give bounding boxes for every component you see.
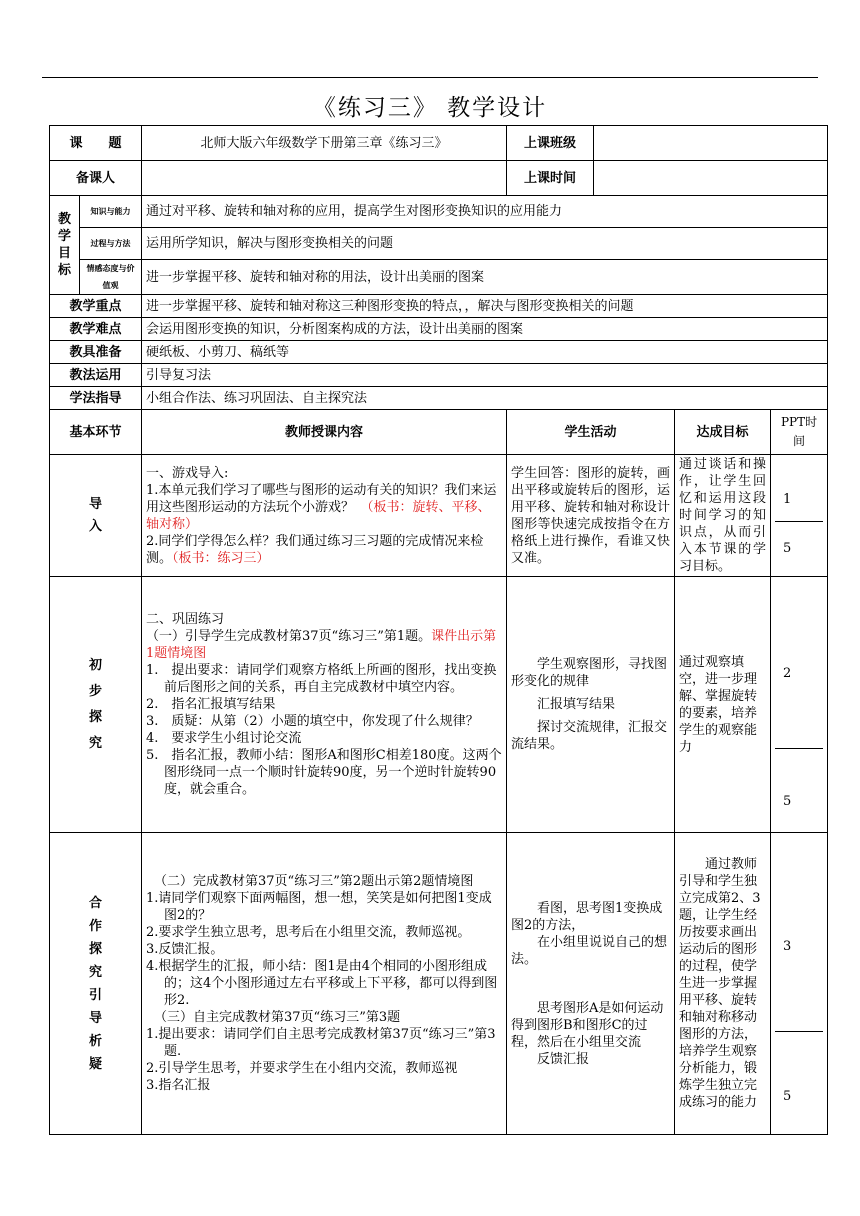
preparer-value <box>142 161 507 196</box>
list-item: 1.请同学们观察下面两幅图，想一想，笑笑是如何把图1变成图2的？ <box>146 891 492 923</box>
topic-value: 北师大版六年级数学下册第三章《练习三》 <box>142 126 507 161</box>
objective-row-2 <box>50 228 828 260</box>
field-label: 教学难点 <box>50 318 142 341</box>
stage-coop: 合作探究引导析疑 <box>50 833 142 1135</box>
column-header-row <box>50 410 828 455</box>
stage-explore: 初步探究 <box>50 577 142 833</box>
list-item: 1. 提出要求：请同学们观察方格纸上所画的图形，找出变换前后图形之间的关系，再自主完成教材中填空内容。 <box>146 663 497 695</box>
field-value: 小组合作法、练习巩固法、自主探究法 <box>142 387 828 410</box>
stage-intro: 导入 <box>50 455 142 577</box>
goal-coop: 通过教师引导和学生独立完成第2、3题，让学生经历按要求画出运动后的图形的过程，使学生进一步掌握用平移、旋转和轴对称移动图形的方法，培养学生观察分析能力，锻炼学生独立完成练习的能力 <box>675 833 771 1135</box>
goal-intro: 通过谈话和操作，让学生回忆和运用这段时间学习的知识点，从而引入本节课的学习目标。 <box>675 455 771 577</box>
class-value <box>594 126 828 161</box>
topic-label: 课 题 <box>50 126 142 161</box>
field-value: 引导复习法 <box>142 364 828 387</box>
header-student: 学生活动 <box>507 410 675 455</box>
teacher-coop: （二）完成教材第37页“练习三”第2题出示第2题情境图 1.请同学们观察下面两幅图，想一想，笑笑是如何把图1变成图2的？ 2.要求学生独立思考，思考后在小组里交流，教师巡视。 3.反馈汇报。 4.根据学生的汇报，师小结：图1是由4个相同的小图形组成的；这4个小图形通过左右平移或上下平移，都可以得到图形2. （三）自主完成教材第37页“练习三”第3题 1.提出要求：请同学们自主思考完成教材第37页“练习三”第3题. 2.引导学生思考，并要求学生在小组内交流，教师巡视 3.指名汇报 <box>142 833 507 1135</box>
field-row <box>50 318 828 341</box>
field-row <box>50 387 828 410</box>
field-row <box>50 295 828 318</box>
student-explore: 学生观察图形，寻找图形变化的规律 汇报填写结果 探讨交流规律，汇报交流结果。 <box>507 577 675 833</box>
field-label: 教具准备 <box>50 341 142 364</box>
field-value: 进一步掌握平移、旋转和轴对称这三种图形变换的特点，，解决与图形变换相关的问题 <box>142 295 828 318</box>
field-value: 会运用图形变换的知识，分析图案构成的方法，设计出美丽的图案 <box>142 318 828 341</box>
objective-label-process: 过程与方法 <box>80 228 142 260</box>
list-item: 4. 要求学生小组讨论交流 <box>146 731 302 746</box>
field-label: 学法指导 <box>50 387 142 410</box>
field-label: 教学重点 <box>50 295 142 318</box>
list-item: 1.提出要求：请同学们自主思考完成教材第37页“练习三”第3题. <box>146 1027 496 1059</box>
student-intro: 学生回答：图形的旋转，画出平移或旋转后的图形，运用平移、旋转和轴对称设计图形等快速完成按指令在方格纸上进行操作，看谁又快又准。 <box>507 455 675 577</box>
section-explore <box>50 577 828 833</box>
list-item: 3.指名汇报 <box>146 1078 211 1093</box>
topic-row <box>50 126 828 161</box>
field-label: 教法运用 <box>50 364 142 387</box>
objective-label-knowledge: 知识与能力 <box>80 196 142 228</box>
header-goal: 达成目标 <box>675 410 771 455</box>
field-row <box>50 364 828 387</box>
list-item: 2. 指名汇报填写结果 <box>146 697 276 712</box>
time-label: 上课时间 <box>507 161 594 196</box>
objective-row-1 <box>50 196 828 228</box>
list-item: 4.根据学生的汇报，师小结：图1是由4个相同的小图形组成的；这4个小图形通过左右平移或上下平移，都可以得到图形2. <box>146 959 498 1008</box>
section-coop <box>50 833 828 1135</box>
preparer-row <box>50 161 828 196</box>
header-ppt: PPT时间 <box>771 410 828 455</box>
teacher-explore: 二、巩固练习 （一）引导学生完成教材第37页“练习三”第1题。课件出示第1题情境图 1. 提出要求：请同学们观察方格纸上所画的图形，找出变换前后图形之间的关系，再自主完成教材中填空内容。 2. 指名汇报填写结果 3. 质疑：从第（2）小题的填空中，你发现了什么规律？ 4. 要求学生小组讨论交流 5. 指名汇报，教师小结：图形A和图形C相差180度。这两个图形绕同一点一个顺时针旋转90度，另一个逆时针旋转90度，就会重合。 <box>142 577 507 833</box>
list-item: 2.引导学生思考，并要求学生在小组内交流，教师巡视 <box>146 1061 458 1076</box>
preparer-label: 备课人 <box>50 161 142 196</box>
teacher-intro: 一、游戏导入: 1.本单元我们学习了哪些与图形的运动有关的知识？我们来运用这些图形运动的方法玩个小游戏？ （板书：旋转、平移、轴对称） 2.同学们学得怎么样？我们通过练习三习题的完成情况来检测。（板书：练习三） <box>142 455 507 577</box>
goal-explore: 通过观察填空，进一步理解、掌握旋转的要素，培养学生的观察能力 <box>675 577 771 833</box>
ppt-coop: 3 5 <box>771 833 828 1135</box>
field-value: 硬纸板、小剪刀、稿纸等 <box>142 341 828 364</box>
field-row <box>50 341 828 364</box>
class-label: 上课班级 <box>507 126 594 161</box>
objective-value-process: 运用所学知识，解决与图形变换相关的问题 <box>142 228 828 260</box>
list-item: 3.反馈汇报。 <box>146 942 224 957</box>
list-item: 2.要求学生独立思考，思考后在小组里交流，教师巡视。 <box>146 925 471 940</box>
time-value <box>594 161 828 196</box>
list-item: 3. 质疑：从第（2）小题的填空中，你发现了什么规律？ <box>146 714 479 729</box>
lesson-plan-table <box>49 125 828 1135</box>
list-item: 5. 指名汇报，教师小结：图形A和图形C相差180度。这两个图形绕同一点一个顺时针旋转90度，另一个逆时针旋转90度，就会重合。 <box>146 748 502 797</box>
header-rule <box>42 77 818 78</box>
objective-value-attitude: 进一步掌握平移、旋转和轴对称的用法，设计出美丽的图案 <box>142 260 828 295</box>
ppt-intro: 1 5 <box>771 455 828 577</box>
objectives-label: 教 学 目 标 <box>50 196 80 295</box>
objective-value-knowledge: 通过对平移、旋转和轴对称的应用，提高学生对图形变换知识的应用能力 <box>142 196 828 228</box>
section-intro <box>50 455 828 577</box>
header-teacher: 教师授课内容 <box>142 410 507 455</box>
student-coop: 看图，思考图1变换成图2的方法， 在小组里说说自己的想法。 思考图形A是如何运动得到图形B和图形C的过程，然后在小组里交流 反馈汇报 <box>507 833 675 1135</box>
page-title: 《练习三》 教学设计 <box>312 95 548 121</box>
header-stage: 基本环节 <box>50 410 142 455</box>
objective-label-attitude: 情感态度与价值观 <box>80 260 142 295</box>
ppt-explore: 2 5 <box>771 577 828 833</box>
objective-row-3 <box>50 260 828 295</box>
